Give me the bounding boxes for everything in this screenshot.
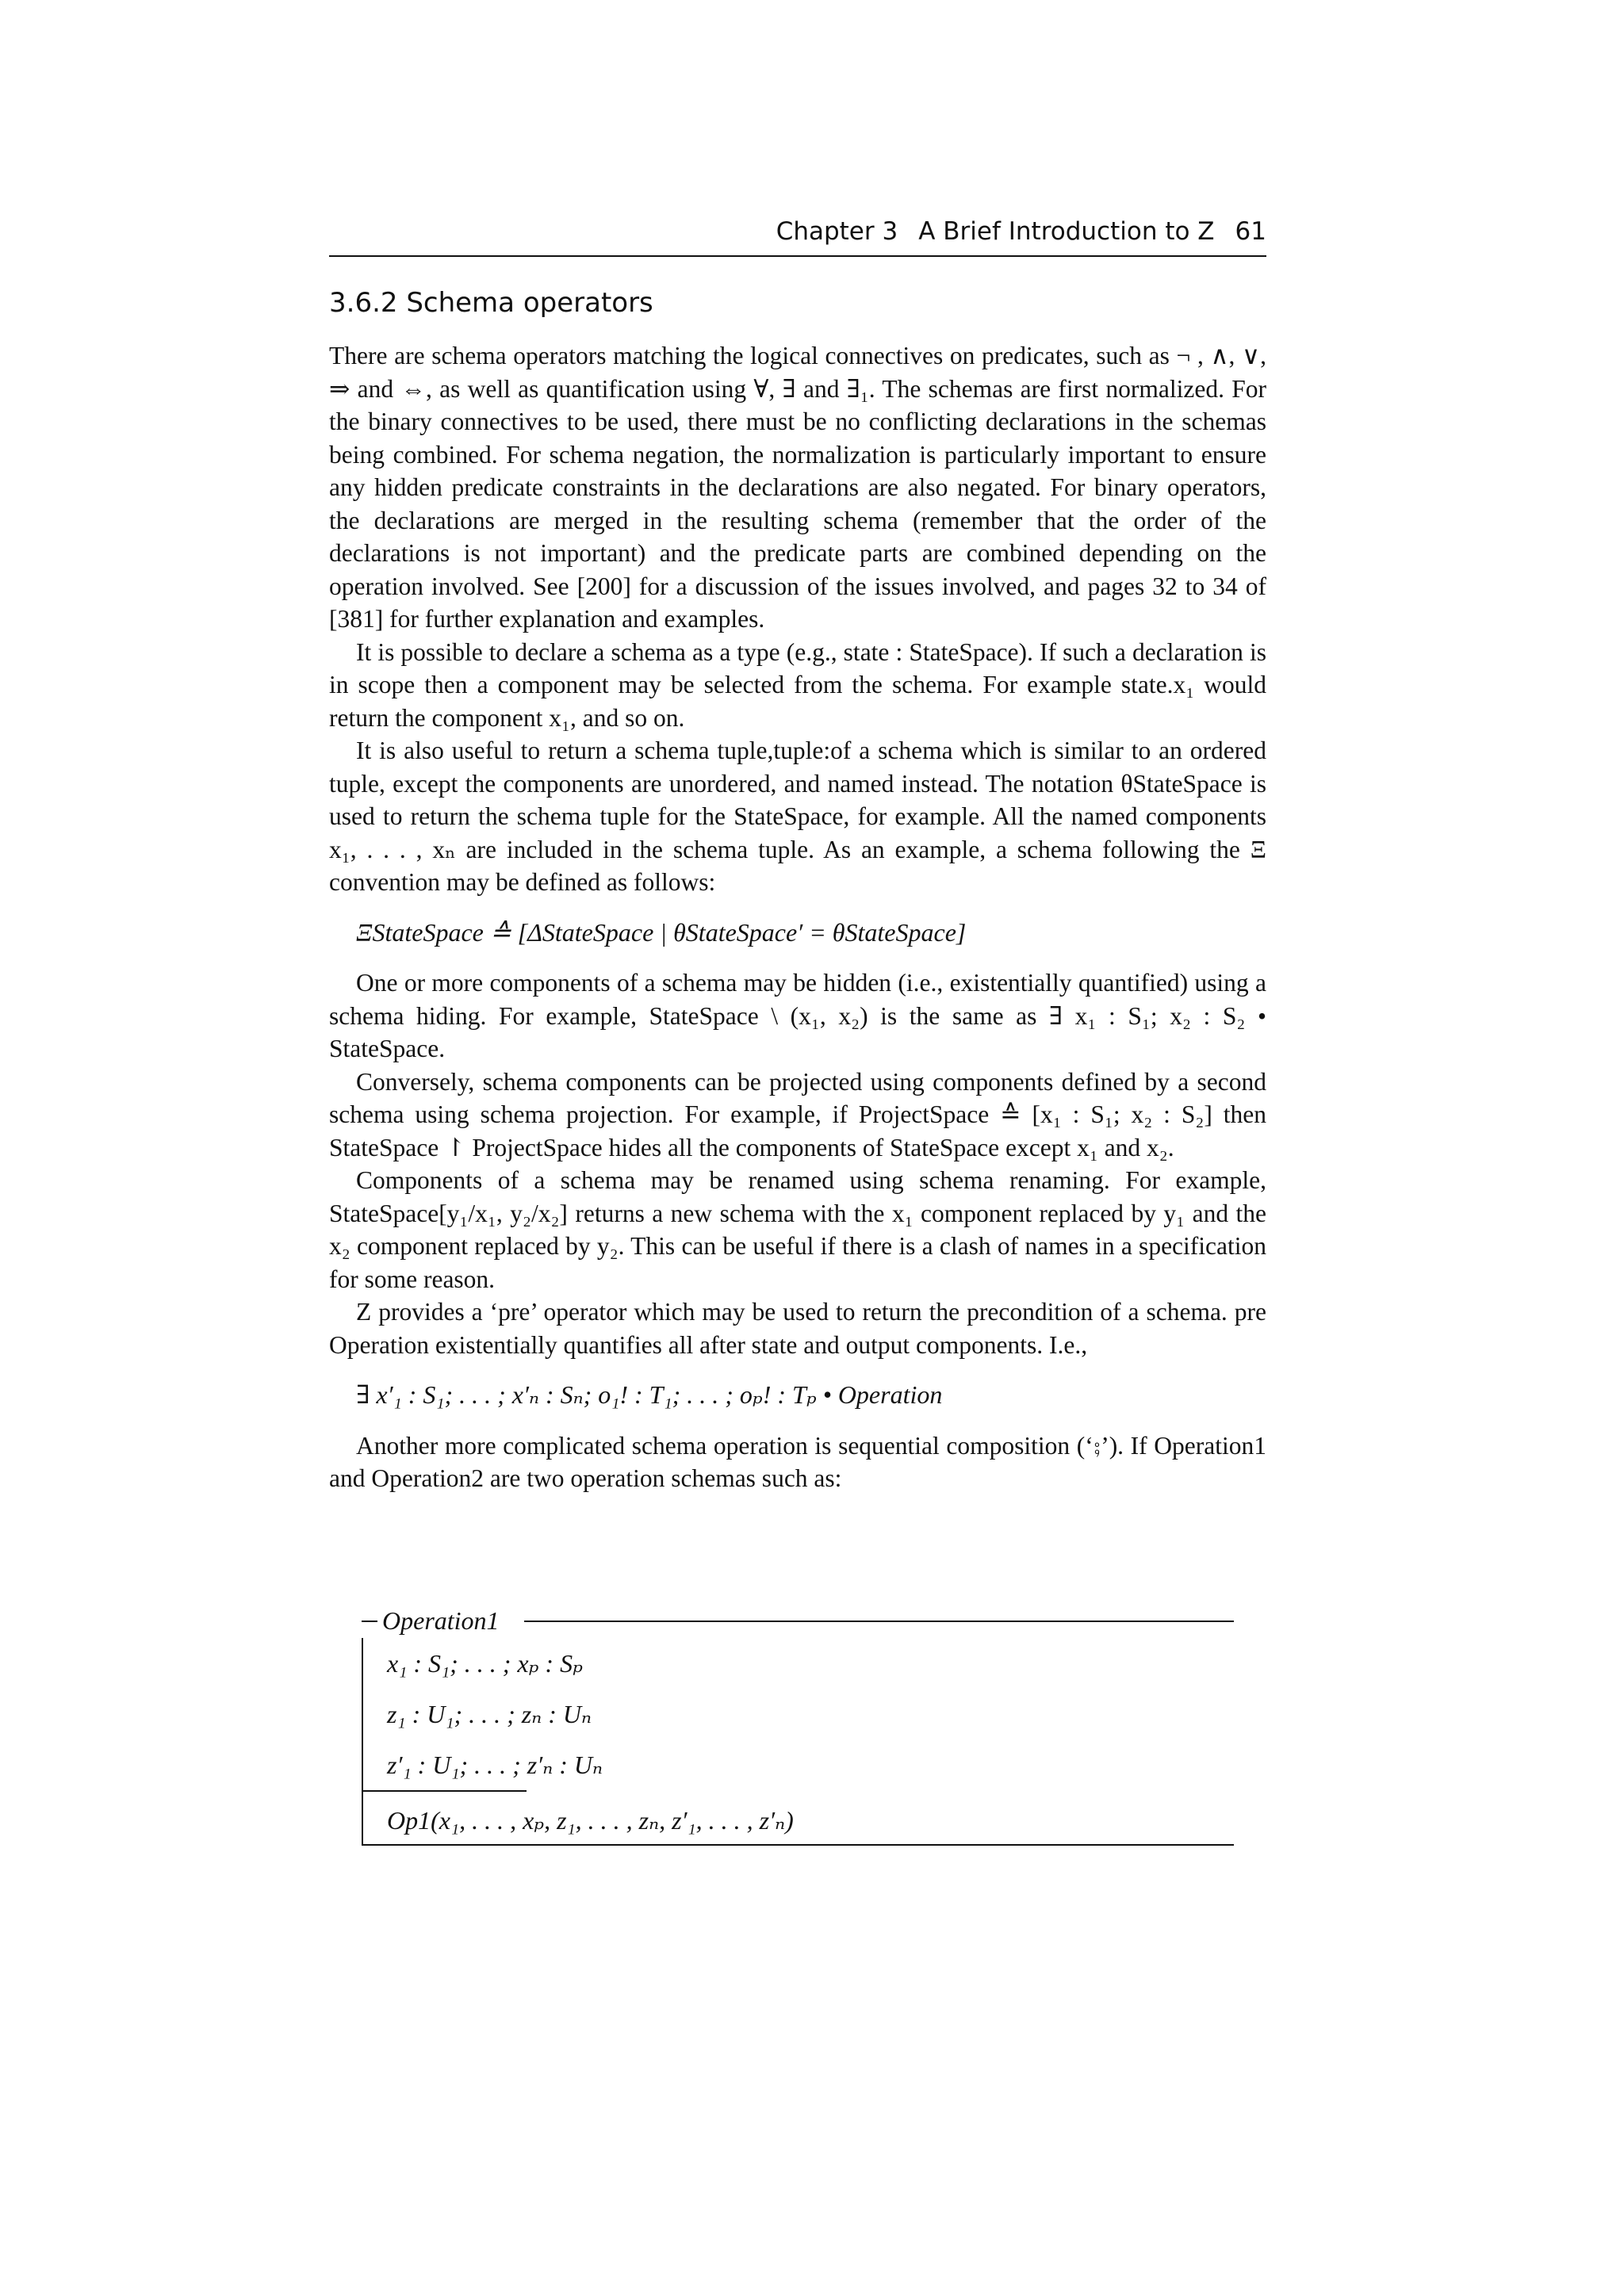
- paragraph-schema-renaming: Components of a schema may be renamed using schema renaming. For example, StateSpace[y₁/x₁, y₂/x₂] returns a new schema with the x₁ component replaced by y₁ and the x₂ component replaced by y₂. This can be useful if there is a clash of names in a specification for some reason.: [329, 1166, 1266, 1293]
- schema-predicate: Op1(x₁, . . . , xₚ, z₁, . . . , zₙ, z′₁, . . . , z′ₙ): [387, 1806, 794, 1835]
- xi-statespace-definition: ΞStateSpace ≙ [ΔStateSpace | θStateSpace′ = θStateSpace]: [356, 917, 967, 947]
- body-text: [329, 339, 1266, 1495]
- paragraph-pre-operator: Z provides a ‘pre’ operator which may be used to return the precondition of a schema. pre Operation existentially quantifies all after state and output components. I.e.,: [329, 1298, 1266, 1359]
- chapter-title: A Brief Introduction to Z: [918, 217, 1215, 246]
- paragraph-connectives: There are schema operators matching the logical connectives on predicates, such as ¬ , ∧, ∨, ⇒ and ⇔, as well as quantification using ∀, ∃ and ∃₁. The schemas are first normalized. For the binary connectives to be used, there must be no conflicting declarations in the schemas being combined. For schema negation, the normalization is particularly important to ensure any hidden predicate constraints in the declarations are also negated. For binary operators, the declarations are merged in the resulting schema (remember that the order of the declarations is not important) and the predicate parts are combined depending on the operation involved. See [200] for a discussion of the issues involved, and pages 32 to 34 of [381] for further explanation and examples.: [329, 342, 1266, 633]
- operation1-schema-box: [362, 1603, 1234, 1846]
- paragraph-sequential-composition: Another more complicated schema operation is sequential composition (‘⨟’). If Operation1 and Operation2 are two operation schemas such as:: [329, 1431, 1266, 1492]
- schema-top-rule: [524, 1621, 1234, 1622]
- schema-declaration-z: z₁ : U₁; . . . ; zₙ : Uₙ: [387, 1700, 592, 1728]
- schema-body: [362, 1638, 1234, 1846]
- paragraph-schema-type: It is possible to declare a schema as a type (e.g., state : StateSpace). If such a declaration is in scope then a component may be selected from the schema. For example state.x₁ would return the component x₁, and so on.: [329, 637, 1266, 732]
- section-heading: 3.6.2 Schema operators: [329, 287, 653, 319]
- paragraph-schema-hiding: One or more components of a schema may be hidden (i.e., existentially quantified) using a schema hiding. For example, StateSpace \ (x₁, x₂) is the same as ∃ x₁ : S₁; x₂ : S₂ • StateSpace.: [329, 969, 1266, 1062]
- paragraph-schema-tuple: It is also useful to return a schema tuple,tuple:of a schema which is similar to an ordered tuple, except the components are unordered, and named instead. The notation θStateSpace is used to return the schema tuple for the StateSpace, for example. All the named components x₁, . . . , xₙ are included in the schema tuple. As an example, a schema following the Ξ convention may be defined as follows:: [329, 737, 1266, 896]
- schema-declaration-x: x₁ : S₁; . . . ; xₚ : Sₚ: [387, 1649, 583, 1678]
- chapter-label: Chapter 3: [776, 217, 898, 246]
- running-head: [329, 212, 1266, 257]
- schema-name: Operation1: [382, 1606, 500, 1635]
- page-number: 61: [1235, 217, 1266, 246]
- schema-declaration-z-prime: z′₁ : U₁; . . . ; z′ₙ : Uₙ: [387, 1751, 603, 1779]
- schema-corner-line: [362, 1621, 377, 1622]
- paragraph-schema-projection: Conversely, schema components can be projected using components defined by a second schema using schema projection. For example, if ProjectSpace ≙ [x₁ : S₁; x₂ : S₂] then StateSpace ↾ ProjectSpace hides all the components of StateSpace except x₁ and x₂.: [329, 1067, 1266, 1161]
- schema-header: [362, 1603, 1234, 1638]
- precondition-formula: ∃ x′₁ : S₁; . . . ; x′ₙ : Sₙ; o₁! : T₁; . . . ; oₚ! : Tₚ • Operation: [356, 1380, 943, 1409]
